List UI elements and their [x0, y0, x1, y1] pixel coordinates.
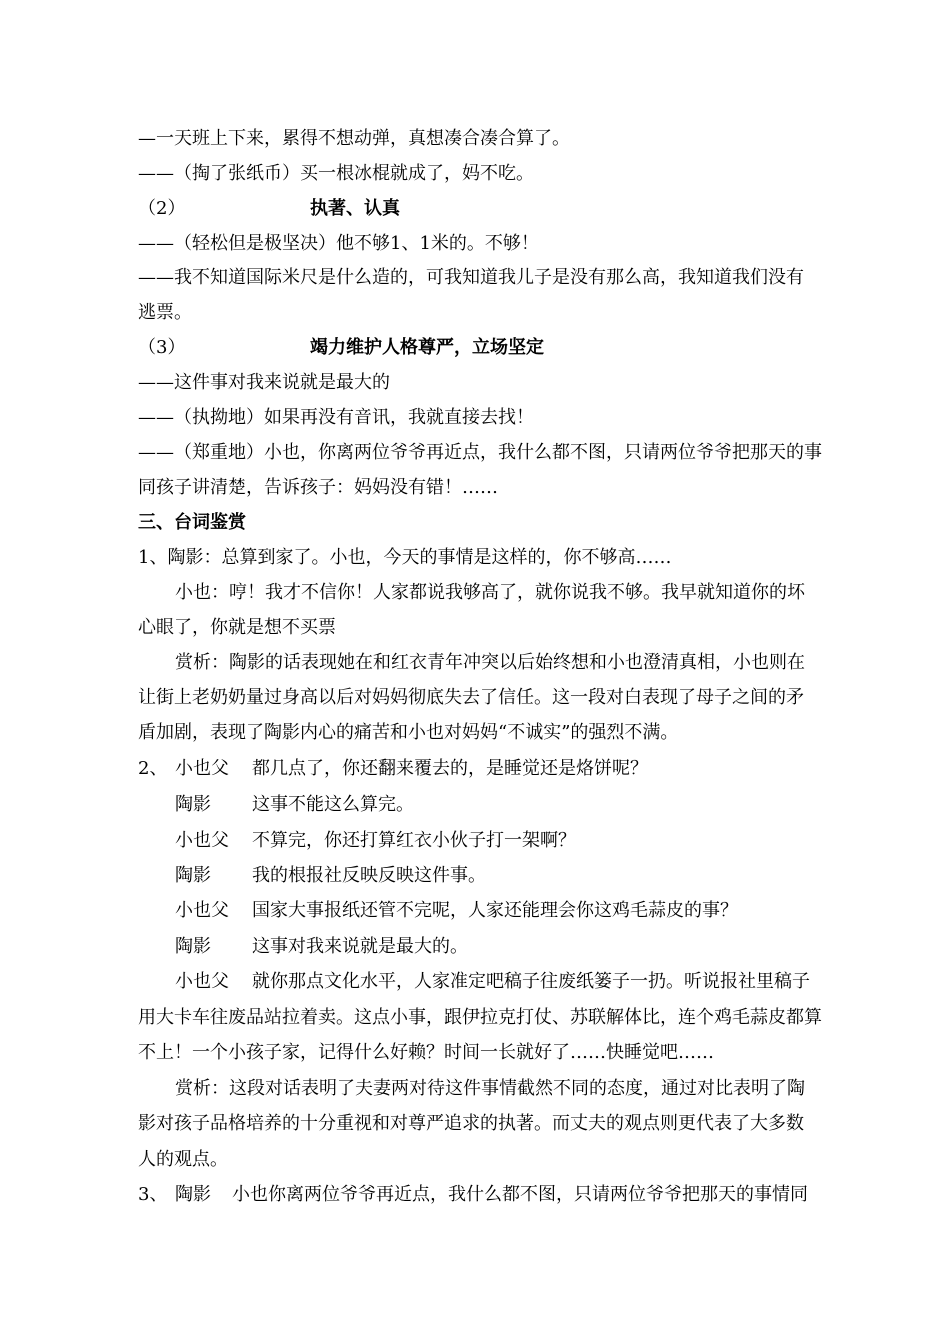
text-line: ——（执拗地）如果再没有音讯，我就直接去找！ [138, 407, 534, 428]
text-line: 影对孩子品格培养的十分重视和对尊严追求的执著。而丈夫的观点则更代表了大多数 [138, 1113, 804, 1134]
text-line: 心眼了，你就是想不买票 [138, 617, 336, 638]
section-heading [138, 336, 544, 360]
text-line: 盾加剧，表现了陶影内心的痛苦和小也对妈妈“不诚实”的强烈不满。 [138, 722, 679, 743]
section-title: 执著、认真 [310, 198, 400, 219]
text-line: 赏析：这段对话表明了夫妻两对待这件事情截然不同的态度，通过对比表明了陶 [175, 1078, 805, 1099]
dialogue-line [175, 899, 738, 923]
text-line: ——（轻松但是极坚决）他不够1、1米的。不够！ [138, 233, 539, 254]
section-number: （2） [138, 198, 186, 219]
text-line: 小也：哼！我才不信你！人家都说我够高了，就你说我不够。我早就知道你的坏 [175, 582, 805, 603]
dialogue-line [138, 757, 648, 781]
text-line: ——这件事对我来说就是最大的 [138, 372, 390, 393]
dialogue-text: 都几点了，你还翻来覆去的，是睡觉还是烙饼呢？ [252, 758, 648, 779]
text-line: ——（掏了张纸币）买一根冰棍就成了，妈不吃。 [138, 163, 534, 184]
dialogue-line [175, 793, 414, 817]
dialogue-text: 这事对我来说就是最大的。 [252, 936, 468, 957]
dialogue-text: 我的根报社反映反映这件事。 [252, 865, 486, 886]
speaker: 陶影 [175, 794, 211, 815]
dialogue-text: 就你那点文化水平，人家准定吧稿子往废纸篓子一扔。听说报社里稿子 [252, 971, 810, 992]
speaker: 小也父 [175, 830, 229, 851]
text-line: 同孩子讲清楚，告诉孩子：妈妈没有错！…… [138, 477, 498, 498]
section-heading [138, 197, 400, 221]
dialogue-line [175, 829, 576, 853]
section-number: （3） [138, 337, 186, 358]
section-title: 竭力维护人格尊严，立场坚定 [310, 337, 544, 358]
text-line: 1、陶影：总算到家了。小也，今天的事情是这样的，你不够高…… [138, 547, 672, 568]
dialogue-line [175, 970, 810, 994]
speaker: 小也父 [175, 900, 229, 921]
speaker: 小也父 [175, 758, 229, 779]
dialogue-text: 这事不能这么算完。 [252, 794, 414, 815]
chapter-heading: 三、台词鉴赏 [138, 512, 246, 533]
dialogue-line [175, 864, 486, 888]
speaker: 陶影 [175, 865, 211, 886]
text-line: 不上！一个小孩子家，记得什么好赖？时间一长就好了……快睡觉吧…… [138, 1042, 714, 1063]
speaker: 小也父 [175, 971, 229, 992]
text-line: 逃票。 [138, 302, 192, 323]
text-line: —一天班上下来，累得不想动弹，真想凑合凑合算了。 [138, 128, 570, 149]
text-line: 让街上老奶奶量过身高以后对妈妈彻底失去了信任。这一段对白表现了母子之间的矛 [138, 687, 804, 708]
text-line: 赏析：陶影的话表现她在和红衣青年冲突以后始终想和小也澄清真相，小也则在 [175, 652, 805, 673]
item-number: 2、 [138, 758, 168, 779]
dialogue-line [175, 935, 468, 959]
text-line: ——我不知道国际米尺是什么造的，可我知道我儿子是没有那么高，我知道我们没有 [138, 267, 804, 288]
speaker: 陶影 [175, 1184, 211, 1205]
text-line: 用大卡车往废品站拉着卖。这点小事，跟伊拉克打仗、苏联解体比，连个鸡毛蒜皮都算 [138, 1007, 822, 1028]
item-number: 3、 [138, 1184, 168, 1205]
dialogue-text: 国家大事报纸还管不完呢，人家还能理会你这鸡毛蒜皮的事？ [252, 900, 738, 921]
dialogue-text: 小也你离两位爷爷再近点，我什么都不图，只请两位爷爷把那天的事情同 [232, 1184, 808, 1205]
text-line: 人的观点。 [138, 1149, 228, 1170]
dialogue-line [138, 1183, 808, 1207]
speaker: 陶影 [175, 936, 211, 957]
dialogue-text: 不算完，你还打算红衣小伙子打一架啊？ [252, 830, 576, 851]
text-line: ——（郑重地）小也，你离两位爷爷再近点，我什么都不图，只请两位爷爷把那天的事 [138, 442, 822, 463]
